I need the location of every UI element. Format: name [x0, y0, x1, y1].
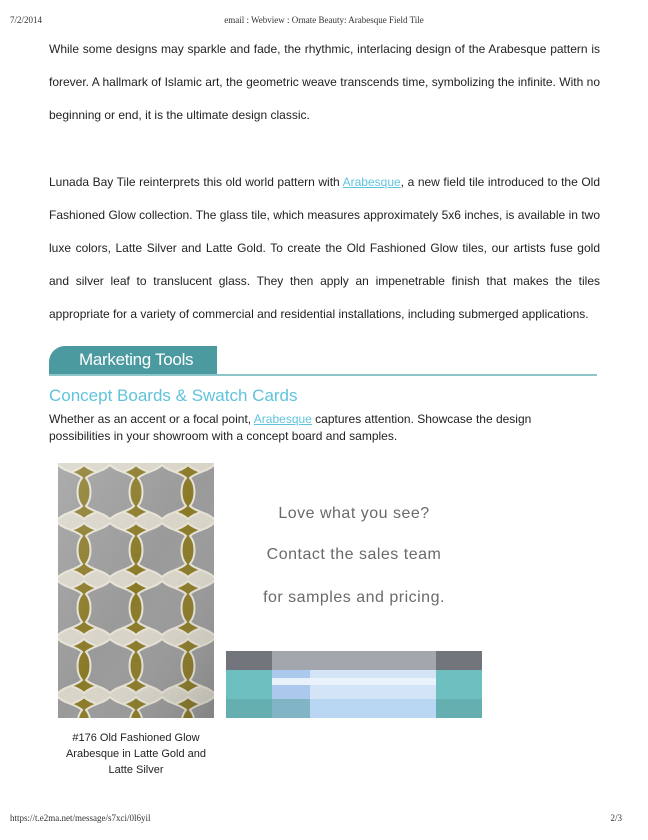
arabesque-link[interactable]: Arabesque — [342, 175, 401, 189]
arabesque-link-2[interactable]: Arabesque — [253, 412, 312, 426]
section-description — [49, 411, 569, 445]
reinterpret-paragraph — [49, 166, 600, 331]
section-text-start: Whether as an accent or a focal point, — [49, 412, 254, 426]
contact-line-2: Contact the sales team — [266, 546, 442, 563]
caption-line-3: Latte Silver — [108, 764, 164, 776]
print-date: 7/2/2014 — [10, 15, 43, 25]
tile-caption — [58, 730, 214, 778]
section-title: Concept Boards & Swatch Cards — [49, 386, 298, 405]
marketing-tools-banner — [49, 346, 597, 377]
arabesque-tile-photo — [58, 463, 214, 718]
print-url: https://t.e2ma.net/message/s7xci/0l6yil — [10, 813, 151, 823]
reinterpret-text-start: Lunada Bay Tile reinterprets this old world pattern with — [49, 175, 343, 189]
marketing-tools-label: Marketing Tools — [79, 350, 194, 369]
contact-line-1: Love what you see? — [278, 505, 430, 522]
page-number: 2/3 — [610, 813, 622, 823]
section-text-end: captures attention. Showcase the design possibilities in your showroom with a concept board and samples. — [49, 412, 532, 443]
intro-paragraph: While some designs may sparkle and fade, the rhythmic, interlacing design of the Arabesque pattern is forever. A hallmark of Islamic art, the geometric weave transcends time, symbolizing the infinite. With no beginning or end, it is the ultimate design classic. — [49, 42, 600, 122]
caption-line-2: Arabesque in Latte Gold and — [65, 748, 207, 760]
print-title: email : Webview : Ornate Beauty: Arabesque Field Tile — [224, 15, 424, 25]
marketing-tools-tab — [49, 346, 217, 374]
contact-line-3: for samples and pricing. — [263, 589, 445, 606]
reinterpret-text-end: , a new field tile introduced to the Old Fashioned Glow collection. The glass tile, which measures approximately 5x6 inches, is available in two luxe colors, Latte Silver and Latte Gold. To create the Old Fashioned Glow tiles, our artists fuse gold and silver leaf to translucent glass. They then apply an impenetrable finish that makes the tiles appropriate for a variety of commercial and residential installations, including submerged applications. — [49, 175, 601, 321]
caption-line-1: #176 Old Fashioned Glow — [72, 732, 200, 744]
banner-divider — [49, 374, 597, 376]
swatch-card-strip — [226, 651, 482, 718]
